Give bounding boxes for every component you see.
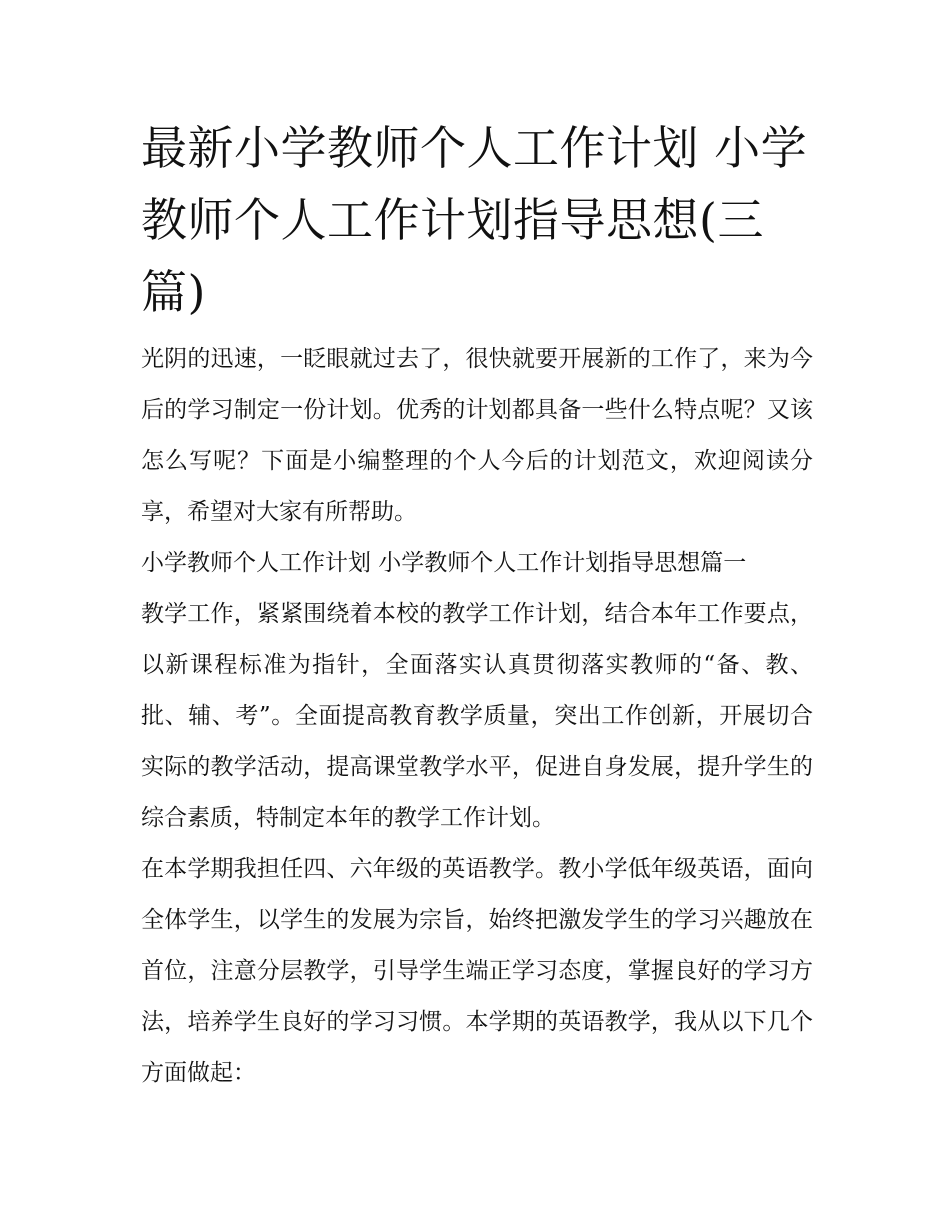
section-heading: 小学教师个人工作计划 小学教师个人工作计划指导思想篇一 xyxy=(141,550,747,576)
teaching-work-paragraph: 教学工作，紧紧围绕着本校的教学工作计划，结合本年工作要点，以新课程标准为指针，全面落实认真贯彻落实教师的“备、教、批、辅、考”。全面提高教育教学质量，突出工作创新，开展切合实际的教学活动，提高课堂教学水平，促进自身发展，提升学生的综合素质，特制定本年的教学工作计划。 xyxy=(141,601,813,831)
intro-paragraph: 光阴的迅速，一眨眼就过去了，很快就要开展新的工作了，来为今后的学习制定一份计划。优秀的计划都具备一些什么特点呢？又该怎么写呢？下面是小编整理的个人今后的计划范文，欢迎阅读分享，希望对大家有所帮助。 xyxy=(141,346,813,525)
semester-plan-paragraph: 在本学期我担任四、六年级的英语教学。教小学低年级英语，面向全体学生，以学生的发展为宗旨，始终把激发学生的学习兴趣放在首位，注意分层教学，引导学生端正学习态度，掌握良好的学习方法，培养学生良好的学习习惯。本学期的英语教学，我从以下几个方面做起： xyxy=(141,856,813,1086)
document-title: 最新小学教师个人工作计划 小学教师个人工作计划指导思想(三篇) xyxy=(141,121,808,319)
document-body xyxy=(141,334,813,1099)
document-page xyxy=(141,112,813,1099)
